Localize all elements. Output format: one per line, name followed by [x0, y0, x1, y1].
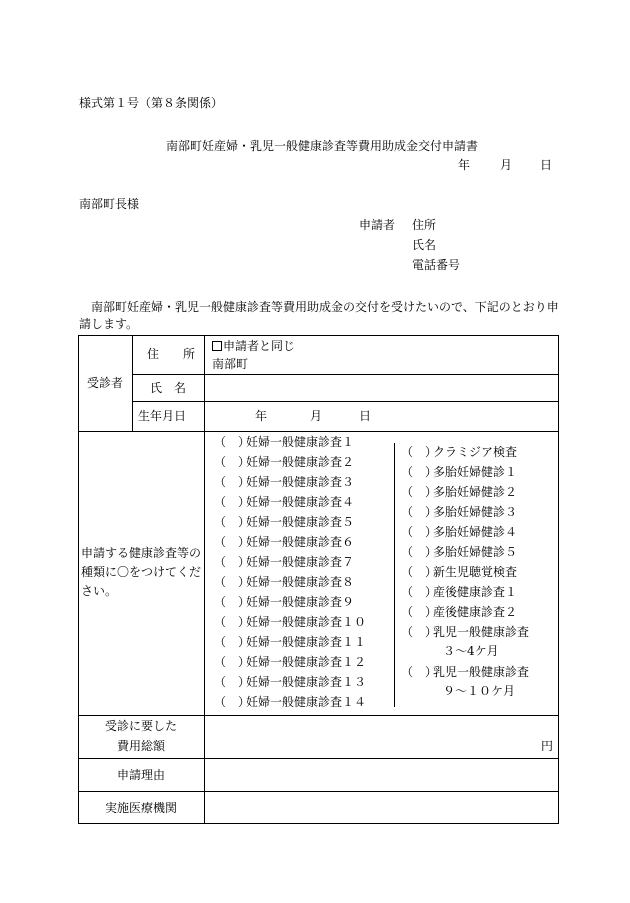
cost-label-line1: 受診に要した: [104, 719, 177, 733]
exam-option-label: 妊婦一般健康診査３: [246, 475, 355, 489]
exam-list-divider: [394, 443, 395, 707]
row-line-cost: [78, 758, 559, 759]
exam-option-left[interactable]: [214, 455, 354, 469]
applicant-name-label: 氏名: [412, 238, 437, 252]
yen-unit: 円: [541, 739, 554, 753]
application-table: [78, 335, 559, 823]
exam-option-left[interactable]: [214, 555, 354, 569]
exam-option-right[interactable]: [401, 545, 517, 559]
exam-option-label: 妊婦一般健康診査７: [246, 555, 355, 569]
town-name: 南部町: [212, 357, 249, 371]
exam-circle-slot[interactable]: （ ）: [214, 675, 251, 689]
exam-option-label: 妊婦一般健康診査１３: [246, 675, 367, 689]
exam-option-label: 妊婦一般健康診査１２: [246, 655, 367, 669]
col-line-examinee: [132, 335, 133, 431]
exam-option-label: 妊婦一般健康診査１０: [246, 615, 367, 629]
cost-label-line2: 費用総額: [116, 739, 165, 753]
document-title: 南部町妊産婦・乳児一般健康診査等費用助成金交付申請書: [165, 139, 478, 153]
applicant-address-label: 住所: [412, 218, 437, 232]
date-day-label: 日: [540, 158, 553, 172]
exam-option-left[interactable]: [214, 635, 366, 649]
exam-option-label: 妊婦一般健康診査１４: [246, 695, 367, 709]
row-line-examinee: [78, 431, 559, 432]
exam-option-right[interactable]: [401, 605, 517, 619]
exam-option-label: 多胎妊婦健診３: [433, 505, 518, 519]
exam-circle-slot[interactable]: （ ）: [214, 695, 251, 709]
exam-circle-slot[interactable]: （ ）: [214, 655, 251, 669]
exam-option-left[interactable]: [214, 515, 354, 529]
exam-option-right[interactable]: [401, 445, 517, 459]
date-year-label: 年: [458, 158, 471, 172]
exam-option-left[interactable]: [214, 595, 354, 609]
exam-option-label: 多胎妊婦健診５: [433, 545, 518, 559]
exam-circle-slot[interactable]: （ ）: [401, 585, 438, 599]
date-month-label: 月: [500, 158, 513, 172]
exam-option-label: 妊婦一般健康診査２: [246, 455, 355, 469]
exam-option-label: 妊婦一般健康診査９: [246, 595, 355, 609]
exam-option-label: 乳児一般健康診査: [433, 665, 530, 679]
row-line-name: [132, 401, 559, 402]
exam-circle-slot[interactable]: （ ）: [214, 455, 251, 469]
address-label: 住 所: [147, 347, 196, 361]
exam-option-label: 妊婦一般健康診査８: [246, 575, 355, 589]
exam-circle-slot[interactable]: （ ）: [401, 505, 438, 519]
exam-circle-slot[interactable]: （ ）: [214, 495, 251, 509]
exam-circle-slot[interactable]: （ ）: [214, 435, 251, 449]
exam-option-right[interactable]: [401, 525, 517, 539]
exam-circle-slot[interactable]: （ ）: [214, 555, 251, 569]
exam-option-left[interactable]: [214, 535, 354, 549]
same-as-applicant-text: 申請者と同じ: [223, 339, 296, 353]
exam-circle-slot[interactable]: （ ）: [401, 525, 438, 539]
body-text: 南部町妊産婦・乳児一般健康診査等費用助成金の交付を受けたいので、下記のとおり申請します。: [79, 300, 559, 331]
exam-option-left[interactable]: [214, 695, 366, 709]
examinee-label: 受診者: [86, 376, 123, 390]
exam-circle-slot[interactable]: （ ）: [401, 625, 438, 639]
exam-option-left[interactable]: [214, 615, 366, 629]
table-border-right: [558, 335, 559, 824]
applicant-label: 申請者: [359, 218, 396, 232]
exam-option-left[interactable]: [214, 575, 354, 589]
exam-option-label: 乳児一般健康診査: [433, 625, 530, 639]
exam-option-label: 新生児聴覚検査: [433, 565, 518, 579]
exam-circle-slot[interactable]: （ ）: [214, 595, 251, 609]
exam-circle-slot[interactable]: （ ）: [214, 535, 251, 549]
table-border-bottom: [78, 823, 559, 824]
exam-circle-slot[interactable]: （ ）: [214, 575, 251, 589]
exam-option-label: 妊婦一般健康診査４: [246, 495, 355, 509]
row-line-reason: [78, 791, 559, 792]
dob-label: 生年月日: [138, 409, 187, 423]
row-line-address: [132, 374, 559, 375]
form-number: 様式第１号（第８条関係）: [79, 96, 224, 110]
same-as-applicant: [212, 339, 295, 353]
addressee: 南部町長様: [79, 197, 140, 211]
same-as-applicant-checkbox[interactable]: [212, 341, 222, 351]
exam-circle-slot[interactable]: （ ）: [401, 465, 438, 479]
exam-option-age: ３～4ケ月: [443, 644, 499, 658]
exam-circle-slot[interactable]: （ ）: [214, 615, 251, 629]
dob-day: 日: [359, 409, 372, 423]
col-line-label: [204, 335, 205, 824]
facility-label: 実施医療機関: [104, 801, 177, 815]
exam-option-age: ９～１０ケ月: [443, 684, 516, 698]
exam-circle-slot[interactable]: （ ）: [401, 445, 438, 459]
applicant-phone-label: 電話番号: [412, 258, 461, 272]
exam-option-right[interactable]: [401, 485, 517, 499]
exam-circle-slot[interactable]: （ ）: [401, 605, 438, 619]
exam-option-left[interactable]: [214, 435, 354, 449]
exam-option-label: 多胎妊婦健診１: [433, 465, 518, 479]
row-line-exams: [78, 715, 559, 716]
exam-option-label: クラミジア検査: [433, 445, 518, 459]
dob-month: 月: [310, 409, 323, 423]
exam-option-left[interactable]: [214, 675, 366, 689]
exam-circle-slot[interactable]: （ ）: [401, 665, 438, 679]
exam-circle-slot[interactable]: （ ）: [214, 515, 251, 529]
exam-option-right[interactable]: [401, 505, 517, 519]
exam-option-label: 妊婦一般健康診査１: [246, 435, 355, 449]
exam-circle-slot[interactable]: （ ）: [401, 545, 438, 559]
exam-option-right[interactable]: [401, 585, 517, 599]
exam-option-left[interactable]: [214, 655, 366, 669]
exam-circle-slot[interactable]: （ ）: [214, 475, 251, 489]
reason-label: 申請理由: [116, 768, 165, 782]
exam-option-label: 多胎妊婦健診２: [433, 485, 518, 499]
exam-circle-slot[interactable]: （ ）: [401, 565, 438, 579]
exam-instruction: 申請する健康診査等の種類に〇をつけてください。: [81, 546, 202, 598]
exam-option-label: 多胎妊婦健診４: [433, 525, 518, 539]
exam-option-infant[interactable]: [401, 665, 529, 679]
exam-option-label: 産後健康診査２: [433, 605, 518, 619]
table-border-top: [78, 335, 559, 336]
exam-option-infant[interactable]: [401, 625, 529, 639]
exam-option-label: 妊婦一般健康診査１１: [246, 635, 367, 649]
exam-option-left[interactable]: [214, 495, 354, 509]
exam-circle-slot[interactable]: （ ）: [401, 485, 438, 499]
exam-option-left[interactable]: [214, 475, 354, 489]
exam-option-right[interactable]: [401, 465, 517, 479]
exam-option-label: 妊婦一般健康診査６: [246, 535, 355, 549]
dob-year: 年: [255, 409, 268, 423]
exam-option-right[interactable]: [401, 565, 517, 579]
name-label: 氏 名: [150, 381, 187, 395]
exam-option-label: 産後健康診査１: [433, 585, 518, 599]
exam-option-label: 妊婦一般健康診査５: [246, 515, 355, 529]
exam-circle-slot[interactable]: （ ）: [214, 635, 251, 649]
